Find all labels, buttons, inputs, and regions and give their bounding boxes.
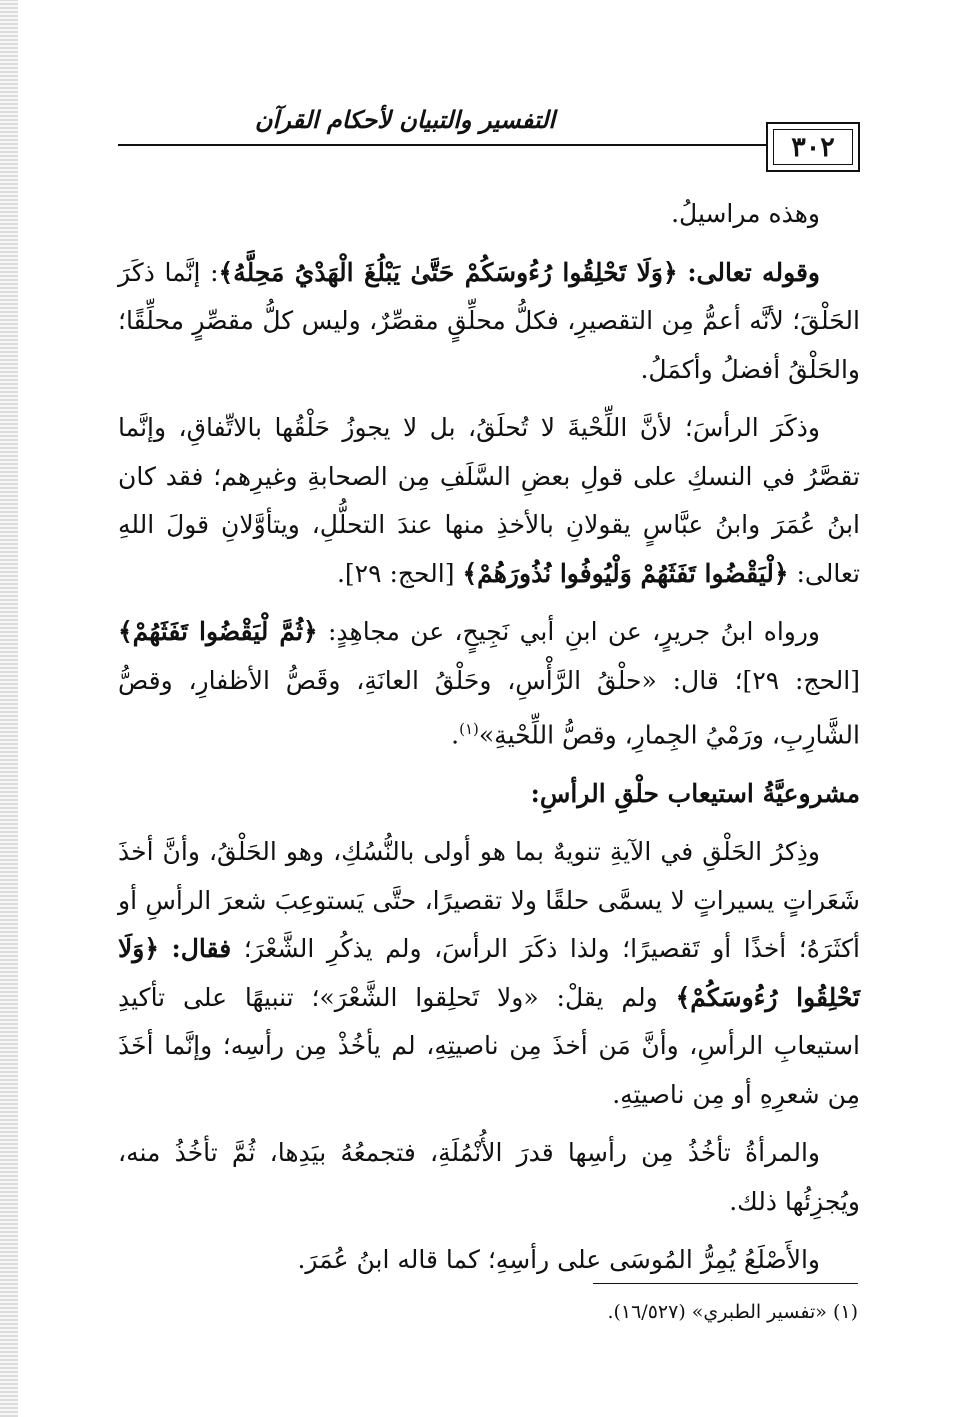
section-heading [118, 770, 860, 819]
paragraph-text: قال: «حلْقُ الرَّأْسِ، وحَلْقُ العانَةِ، وقَصُّ الأظفارِ، وقصُّ الشَّارِبِ، ورَمْيُ الجِمارِ، وقصُّ اللِّحْيةِ» [118, 665, 860, 750]
paragraph-7 [118, 1236, 860, 1285]
page-header [118, 96, 860, 176]
quran-quote: ﴿وَلَا تَحْلِقُوا رُءُوسَكُمْ﴾ [118, 934, 860, 1012]
quran-quote: ﴿ثُمَّ لْيَقْضُوا تَفَثَهُمْ﴾ [118, 617, 318, 646]
quran-reference: [الحج: ٢٩]. [336, 558, 455, 588]
page-body [118, 190, 860, 1285]
page-number: ٣٠٢ [791, 131, 835, 163]
paragraph-text: وذِكرُ الحَلْقِ في الآيةِ تنويهٌ بما هو أولى بالنُّسُكِ، وهو الحَلْقُ، وأنَّ أخذَ شَعَراتٍ يسيراتٍ لا يسمَّى حلقًا ولا تقصيرًا، حتَّى يَستوعِبَ شعرَ الرأسِ أو أكثَرَهُ؛ أخذًا أو تَقصيرًا؛ ولذا ذكَرَ الرأسَ، ولم يذكُرِ الشَّعْرَ؛ [118, 837, 861, 964]
page-number-box [766, 122, 860, 172]
heading-text: مشروعيَّةُ استيعاب حلْقِ الرأسِ: [530, 778, 860, 808]
paragraph-text: وهذه مراسيلُ. [671, 199, 820, 228]
footnote-mark: (١) [459, 720, 479, 738]
paragraph-4 [118, 608, 860, 760]
footnote-separator [593, 1283, 858, 1284]
header-rule [118, 144, 766, 146]
paragraph-text: وذكَرَ الرأسَ؛ لأنَّ اللِّحْيةَ لا تُحلَقُ، بل لا يجوزُ حَلْقُها بالاتِّفاقِ، وإنَّما تقصَّرُ في النسكِ على قولِ بعضِ السَّلَفِ مِن الصحابةِ وغيرِهم؛ فقد كان ابنُ عُمَرَ وابنُ عبَّاسٍ يقولانِ بالأخذِ منها عندَ التحلُّلِ، ويتأوَّلانِ قولَ اللهِ تعالى: [118, 413, 860, 588]
footnote-number: (١) [832, 1301, 858, 1323]
quran-reference: [الحج: ٢٩]؛ [734, 665, 861, 695]
paragraph-text: ورواه ابنُ جريرٍ، عن ابنِ أبي نَجِيحٍ، عن مجاهِدٍ: [328, 617, 820, 646]
paragraph-5 [118, 828, 860, 1119]
scan-edge-artifact [0, 0, 18, 1417]
paragraph-text: : إنَّما ذكَرَ الحَلْقَ؛ لأنَّه أعمُّ مِن التقصيرِ، فكلُّ محلِّقٍ مقصِّرٌ، وليس كلُّ مقصِّرٍ محلِّقًا؛ والحَلْقُ أفضلُ وأكمَلُ. [118, 257, 860, 384]
bold-lead: وقوله تعالى: [687, 257, 821, 287]
quran-quote: ﴿لْيَقْضُوا تَفَثَهُمْ وَلْيُوفُوا نُذُورَهُمْ﴾ [462, 558, 789, 588]
paragraph-end: . [451, 720, 460, 750]
bold-word: فقال: [171, 934, 232, 964]
paragraph-3 [118, 404, 860, 598]
paragraph-6 [118, 1129, 860, 1226]
paragraph-text: ولم يقلْ: «ولا تَحلِقوا الشَّعْرَ»؛ تنبيهًا على تأكيدِ استيعابِ الرأسِ، وأنَّ مَن أخذَ مِن ناصيتِهِ، لم يأخُذْ مِن رأسِه؛ وإنَّما أخَذَ مِن شعرِهِ أو مِن ناصيتِهِ. [118, 982, 860, 1109]
paragraph-2 [118, 249, 860, 395]
running-title: التفسير والتبيان لأحكام القرآن [254, 105, 556, 134]
paragraph-text: والمرأةُ تأخُذُ مِن رأسِها قدرَ الأُنْمُلَةِ، فتجمعُهُ بيَدِها، ثُمَّ تأخُذُ منه، ويُجزِئُها ذلك. [118, 1138, 860, 1216]
footnote-1 [500, 1292, 858, 1332]
paragraph-text: والأَصْلَعُ يُمِرُّ المُوسَى على رأسِهِ؛ كما قاله ابنُ عُمَرَ. [297, 1245, 820, 1275]
quran-quote: ﴿وَلَا تَحْلِقُوا رُءُوسَكُمْ حَتَّىٰ يَبْلُغَ الْهَدْيُ مَحِلَّهُ﴾ [218, 257, 678, 287]
footnote-text: «تفسير الطبري» (١٦/٥٢٧). [607, 1301, 827, 1323]
paragraph-1 [118, 190, 860, 239]
